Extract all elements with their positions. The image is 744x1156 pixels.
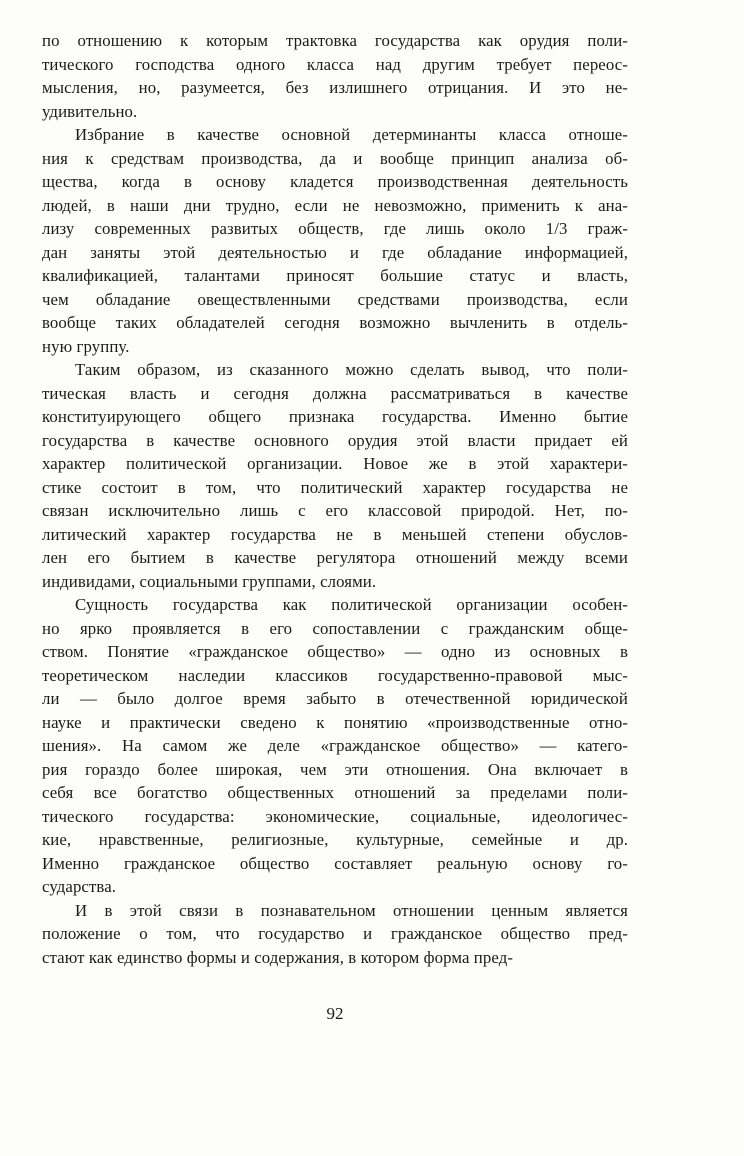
text-line: лизу современных развитых обществ, где лишь около 1/3 граж- <box>42 219 628 238</box>
text-line: тического господства одного класса над другим требует переос- <box>42 54 628 74</box>
text-line: положение о том, что государство и гражданское общество пред- <box>42 924 628 943</box>
text-line: Избрание в качестве основной детерминанты класса отноше- <box>75 125 628 144</box>
text-line: кие, нравственные, религиозные, культурные, семейные и др. <box>42 830 628 849</box>
page-number: 92 <box>326 1004 344 1023</box>
text-line: И в этой связи в познавательном отношении ценным является <box>75 900 628 920</box>
text-line: по отношению к которым трактовка государства как орудия поли- <box>42 31 628 50</box>
text-line: мысления, но, разумеется, без излишнего отрицания. И это не- <box>42 78 628 97</box>
text-line: шения». На самом же деле «гражданское общество» — катего- <box>42 736 628 755</box>
text-line: но ярко проявляется в его сопоставлении с гражданским обще- <box>42 618 628 638</box>
text-line: индивидами, социальными группами, слоями. <box>42 571 377 591</box>
text-line: тического государства: экономические, социальные, идеологичес- <box>42 806 628 826</box>
text-line: лен его бытием в качестве регулятора отношений между всеми <box>42 548 628 567</box>
text-line: удивительно. <box>42 101 138 121</box>
text-line: Сущность государства как политической организации особен- <box>75 595 628 614</box>
text-line: Таким образом, из сказанного можно сделать вывод, что поли- <box>75 360 628 379</box>
text-line: государства в качестве основного орудия этой власти придает ей <box>42 430 628 450</box>
text-line: дан заняты этой деятельностью и где обладание информацией, <box>42 242 628 262</box>
text-line: теоретическом наследии классиков государственно-правовой мыс- <box>42 665 628 685</box>
text-block <box>42 29 628 969</box>
text-line: квалификацией, талантами приносят большие статус и власть, <box>42 266 628 285</box>
text-line: конституирующего общего признака государства. Именно бытие <box>42 407 628 426</box>
text-line: науке и практически сведено к понятию «производственные отно- <box>42 712 628 732</box>
text-line: стают как единство формы и содержания, в котором форма пред- <box>42 947 514 967</box>
text-line: вообще таких обладателей сегодня возможно вычленить в отдель- <box>42 313 628 332</box>
text-line: тическая власть и сегодня должна рассматриваться в качестве <box>42 383 628 403</box>
text-line: характер политической организации. Новое же в этой характери- <box>42 454 628 473</box>
text-line: ния к средствам производства, да и вообще принцип анализа об- <box>42 148 628 168</box>
text-line: Именно гражданское общество составляет реальную основу го- <box>42 853 628 873</box>
text-line: ством. Понятие «гражданское общество» — одно из основных в <box>42 642 628 661</box>
text-line: стике состоит в том, что политический характер государства не <box>42 477 628 497</box>
text-line: себя все богатство общественных отношений за пределами поли- <box>42 783 628 802</box>
text-line: рия гораздо более широкая, чем эти отношения. Она включает в <box>42 759 628 779</box>
text-line: связан исключительно лишь с его классовой природой. Нет, по- <box>42 501 628 520</box>
text-line: литический характер государства не в меньшей степени обуслов- <box>42 524 628 544</box>
text-line: щества, когда в основу кладется производственная деятельность <box>42 172 628 191</box>
text-line: людей, в наши дни трудно, если не невозможно, применить к ана- <box>42 195 628 215</box>
text-line: чем обладание овеществленными средствами производства, если <box>42 289 628 309</box>
text-line: ли — было долгое время забыто в отечественной юридической <box>42 689 628 708</box>
text-line: ную группу. <box>42 336 130 356</box>
text-line: сударства. <box>42 877 117 896</box>
